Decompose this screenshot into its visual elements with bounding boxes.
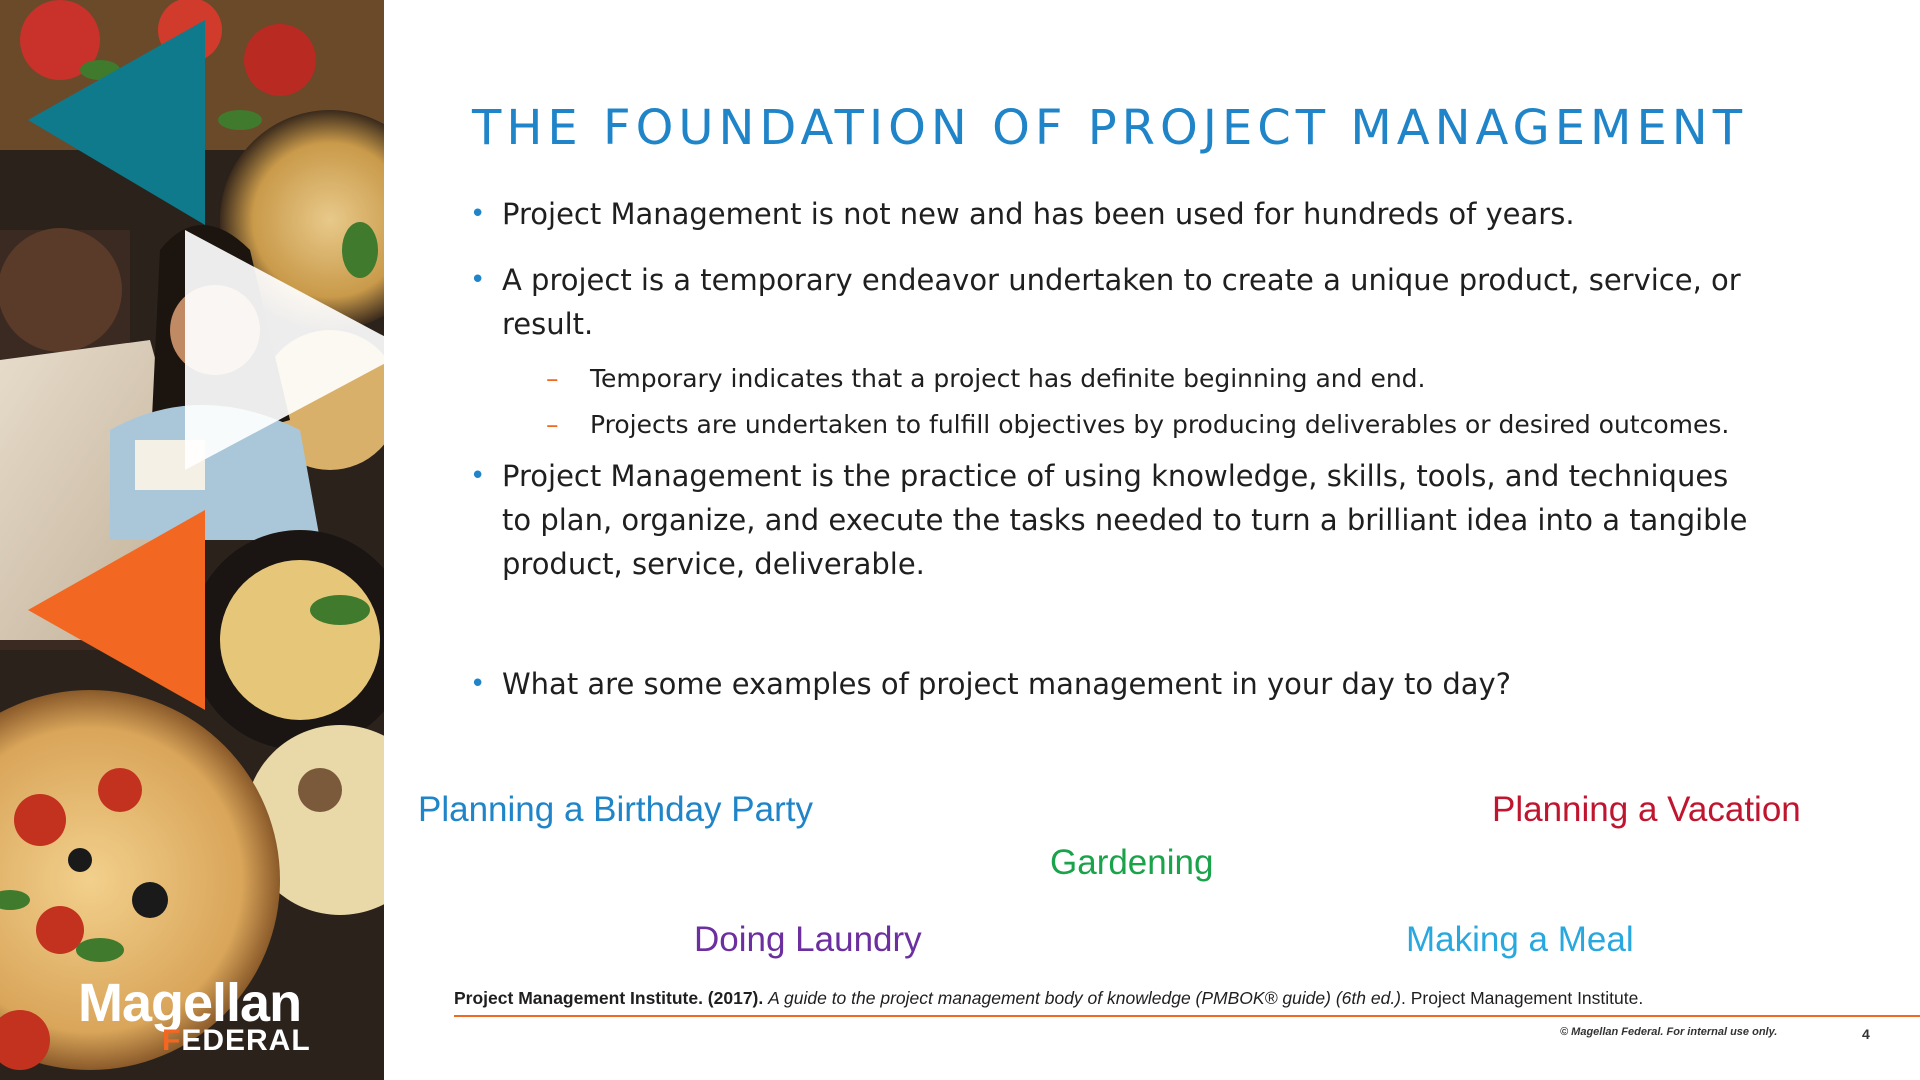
page-number: 4 [1862, 1026, 1870, 1042]
bullet-text: Project Management is the practice of using knowledge, skills, tools, and techniques to plan, organize, and execute the tasks needed to turn a brilliant idea into a tangible product, service, deliverable. [502, 459, 1748, 581]
magellan-federal-logo [78, 973, 311, 1057]
citation-author: Project Management Institute. (2017). [454, 988, 764, 1008]
bullet-item [470, 192, 1770, 236]
example-laundry: Doing Laundry [694, 920, 922, 959]
sub-bullet-text: Temporary indicates that a project has definite beginning and end. [590, 364, 1426, 393]
citation [454, 988, 1643, 1009]
bullet-marker: • [470, 265, 486, 295]
example-meal: Making a Meal [1406, 920, 1634, 959]
bullet-item [470, 454, 1752, 586]
bullet-text: Project Management is not new and has been used for hundreds of years. [502, 197, 1575, 231]
example-vacation: Planning a Vacation [1492, 790, 1801, 829]
logo-wordmark: Magellan [78, 973, 302, 1033]
bullet-item [470, 258, 1742, 346]
slide-title: THE FOUNDATION OF PROJECT MANAGEMENT [472, 100, 1748, 156]
food-collage-image [0, 0, 384, 1080]
bullet-item [470, 662, 1770, 706]
photo-collage-panel [0, 0, 384, 1080]
example-gardening: Gardening [1050, 843, 1214, 882]
footer-divider [454, 1015, 1920, 1017]
bullet-marker: • [470, 461, 486, 491]
citation-work: A guide to the project management body of knowledge (PMBOK® guide) (6th ed.) [768, 988, 1402, 1008]
logo-subtitle: FEDERAL [162, 1024, 311, 1057]
sub-bullet-text: Projects are undertaken to fulfill objectives by producing deliverables or desired outcomes. [590, 410, 1730, 439]
sub-bullet-marker: – [546, 410, 559, 439]
bullet-text: A project is a temporary endeavor undertaken to create a unique product, service, or result. [502, 263, 1741, 341]
bullet-marker: • [470, 669, 486, 699]
sub-bullet-marker: – [546, 364, 559, 393]
citation-publisher: . Project Management Institute. [1401, 988, 1644, 1008]
bullet-text: What are some examples of project management in your day to day? [502, 667, 1512, 701]
sub-bullet-item [470, 360, 1770, 398]
sub-bullet-item [470, 406, 1730, 444]
example-birthday-party: Planning a Birthday Party [418, 790, 813, 829]
copyright-notice: © Magellan Federal. For internal use only. [1560, 1026, 1778, 1038]
bullet-marker: • [470, 199, 486, 229]
bullet-list [470, 192, 1770, 706]
